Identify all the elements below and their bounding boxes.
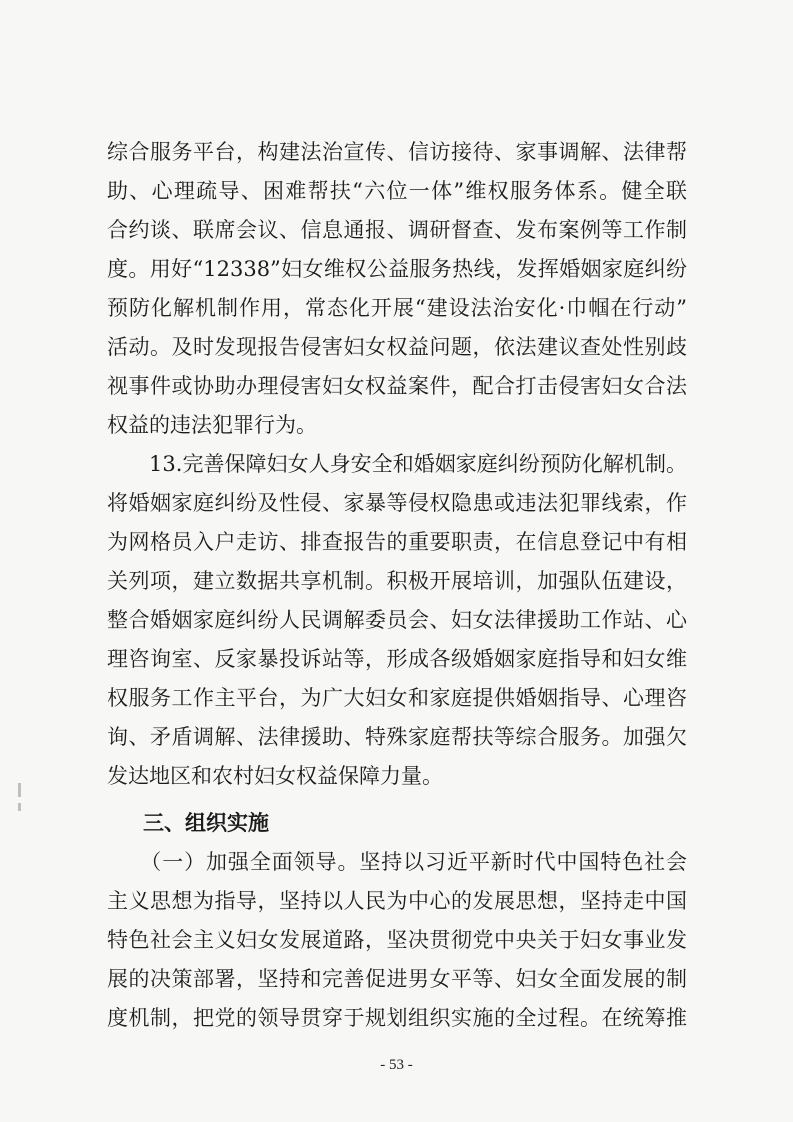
paragraph-line: 预防化解机制作用，常态化开展“建设法治安化·巾帼在行动” xyxy=(107,296,687,320)
page-number: - 53 - xyxy=(380,1057,413,1073)
paragraph-line: 主义思想为指导，坚持以人民为中心的发展思想，坚持走中国 xyxy=(107,889,687,913)
scan-artifact xyxy=(18,803,21,811)
paragraph-line: 关列项，建立数据共享机制。积极开展培训，加强队伍建设， xyxy=(107,569,687,593)
paragraph-line: 将婚姻家庭纠纷及性侵、家暴等侵权隐患或违法犯罪线索，作 xyxy=(107,491,687,515)
paragraph-line: 度机制，把党的领导贯穿于规划组织实施的全过程。在统筹推 xyxy=(107,1006,687,1030)
paragraph-line: 活动。及时发现报告侵害妇女权益问题，依法建议查处性别歧 xyxy=(107,335,687,359)
paragraph-line: 合约谈、联席会议、信息通报、调研督查、发布案例等工作制 xyxy=(107,218,687,242)
paragraph-line: 询、矛盾调解、法律援助、特殊家庭帮扶等综合服务。加强欠 xyxy=(107,725,687,749)
paragraph-line: 权服务工作主平台，为广大妇女和家庭提供婚姻指导、心理咨 xyxy=(107,686,687,710)
paragraph-line: 发达地区和农村妇女权益保障力量。 xyxy=(107,764,443,788)
section-heading: 三、组织实施 xyxy=(143,811,269,835)
paragraph-line: 13.完善保障妇女人身安全和婚姻家庭纠纷预防化解机制。 xyxy=(107,452,687,476)
paragraph-line: 综合服务平台，构建法治宣传、信访接待、家事调解、法律帮 xyxy=(107,140,687,164)
paragraph-line: （一）加强全面领导。坚持以习近平新时代中国特色社会 xyxy=(107,850,687,874)
paragraph-line: 理咨询室、反家暴投诉站等，形成各级婚姻家庭指导和妇女维 xyxy=(107,647,687,671)
paragraph-line: 权益的违法犯罪行为。 xyxy=(107,413,317,437)
paragraph-line: 展的决策部署，坚持和完善促进男女平等、妇女全面发展的制 xyxy=(107,967,687,991)
paragraph-line: 度。用好“12338”妇女维权公益服务热线，发挥婚姻家庭纠纷 xyxy=(107,257,687,281)
scan-artifact xyxy=(18,783,21,797)
paragraph-line: 整合婚姻家庭纠纷人民调解委员会、妇女法律援助工作站、心 xyxy=(107,608,687,632)
paragraph-line: 视事件或协助办理侵害妇女权益案件，配合打击侵害妇女合法 xyxy=(107,374,687,398)
paragraph-line: 特色社会主义妇女发展道路，坚决贯彻党中央关于妇女事业发 xyxy=(107,928,687,952)
paragraph-line: 助、心理疏导、困难帮扶“六位一体”维权服务体系。健全联 xyxy=(107,179,687,203)
paragraph-line: 为网格员入户走访、排查报告的重要职责，在信息登记中有相 xyxy=(107,530,687,554)
